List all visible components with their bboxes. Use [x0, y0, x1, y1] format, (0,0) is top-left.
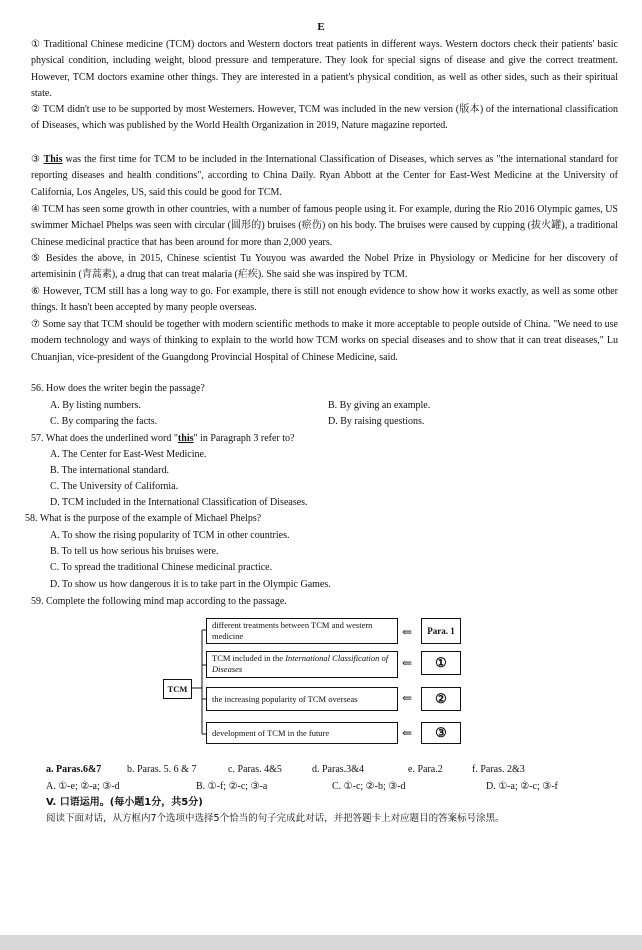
- paragraph-7: ⑦ Some say that TCM should be together with modern scientific methods to make it more acceptable to people outside of China. "We need to use modern technology and ways of thinking to explain to the world how TCM works on special diseases and to show that it can treat diseases," Lu Chuanjian, vice-president of the Guangdong Provincial Hospital of Chinese Medicine, said.: [31, 319, 618, 363]
- paragraph-3-prefix: ③: [31, 154, 44, 165]
- q57-stem-word: this: [177, 433, 194, 444]
- match-option-a: a. Paras.6&7: [46, 764, 102, 775]
- mind-map-label-3: ②: [421, 687, 461, 711]
- q58-option-c: C. To spread the traditional Chinese medicinal practice.: [50, 562, 273, 573]
- arrow-left-icon: ⇐: [402, 691, 413, 705]
- q57-option-d: D. TCM included in the International Classification of Diseases.: [50, 497, 308, 508]
- q56-stem: 56. How does the writer begin the passage?: [31, 383, 205, 394]
- mind-map-row-2-italic: International Classification of Diseases: [212, 653, 389, 674]
- q57-option-b: B. The international standard.: [50, 465, 169, 476]
- q56-option-c: C. By comparing the facts.: [50, 416, 158, 427]
- mind-map-center: TCM: [163, 679, 192, 699]
- q57-stem-post: " in Paragraph 3 refer to?: [193, 433, 295, 444]
- paragraph-1: ① Traditional Chinese medicine (TCM) doctors and Western doctors treat patients in different ways. Western doctors check their patients' basic physical condition, including weight, blood pressure and temperature. They look for special signs of disease and give the correct treatment. However, TCM doctors examine other things. They are interested in a patient's physical condition, as well as other sides, such as their spiritual state.: [31, 39, 618, 100]
- mind-map-row-1: different treatments between TCM and western medicine: [206, 618, 398, 644]
- q58-option-d: D. To show us how dangerous it is to take part in the Olympic Games.: [50, 579, 331, 590]
- paragraph-4: ④ TCM has seen some growth in other countries, with a number of famous people using it. For example, during the Rio 2016 Olympic games, US swimmer Michael Phelps was seen with circular (圆形的) bruises (瘀伤) on his body. The bruises were caused by cupping (拔火罐), a traditional Chinese medicinal practice that has been around for more than 2,000 years.: [31, 204, 618, 248]
- answer-option-c: C. ①-c; ②-b; ③-d: [332, 781, 406, 792]
- q56-option-d: D. By raising questions.: [328, 416, 425, 427]
- arrow-left-icon: ⇐: [402, 625, 413, 639]
- paragraph-5: ⑤ Besides the above, in 2015, Chinese scientist Tu Youyou was awarded the Nobel Prize in Physiology or Medicine for her discovery of artemisinin (青蒿素), a drug that can treat malaria (疟疾). She said she was inspired by TCM.: [31, 253, 618, 281]
- q56-option-a: A. By listing numbers.: [50, 400, 141, 411]
- mind-map-label-1: Para. 1: [421, 618, 461, 644]
- paragraph-3-rest: was the first time for TCM to be included in the International Classification of Diseases, which serves as "the international standard for reporting diseases and health conditions", according to China Daily. Ryan Abbott at the Center for East-West Medicine at the University of California, Los Angeles, US, said this could be good for TCM.: [31, 154, 618, 198]
- q57-stem: [31, 431, 294, 447]
- underlined-this: This: [43, 154, 63, 165]
- q57-option-c: C. The University of California.: [50, 481, 179, 492]
- paragraph-6: ⑥ However, TCM still has a long way to go. For example, there is still not enough evidence to show how it works exactly, as well as some other things. It hasn't been accepted by many people overseas.: [31, 286, 618, 314]
- mind-map-row-4: development of TCM in the future: [206, 722, 398, 744]
- q58-option-b: B. To tell us how serious his bruises were.: [50, 546, 219, 557]
- section-letter: E: [317, 21, 325, 33]
- q56-option-b: B. By giving an example.: [328, 400, 431, 411]
- mind-map-label-4: ③: [421, 722, 461, 744]
- match-option-f: f. Paras. 2&3: [472, 764, 525, 775]
- paragraph-2: ② TCM didn't use to be supported by most Westerners. However, TCM was included in the new version (版本) of the international classification of Diseases, which was published by the World Health Organization in 2019, Nature magazine reported.: [31, 104, 618, 132]
- q58-option-a: A. To show the rising popularity of TCM in other countries.: [50, 530, 290, 541]
- match-option-b: b. Paras. 5. 6 & 7: [127, 764, 197, 775]
- mind-map-label-2: ①: [421, 651, 461, 675]
- arrow-left-icon: ⇐: [402, 726, 413, 740]
- answer-option-b: B. ①-f; ②-c; ③-a: [196, 781, 268, 792]
- match-option-d: d. Paras.3&4: [312, 764, 364, 775]
- answer-option-d: D. ①-a; ②-c; ③-f: [486, 781, 558, 792]
- scan-bottom-edge: [0, 935, 642, 950]
- section-v-instructions: 阅读下面对话，从方框内7个选项中选择5个恰当的句子完成此对话，并把答题卡上对应题目的答案标号涂黑。: [46, 813, 505, 824]
- answer-option-a: A. ①-e; ②-a; ③-d: [46, 781, 120, 792]
- paragraph-3: [31, 152, 618, 201]
- mind-map-row-2-pre: TCM included in the: [212, 653, 286, 663]
- match-option-e: e. Para.2: [408, 764, 443, 775]
- q57-option-a: A. The Center for East-West Medicine.: [50, 449, 207, 460]
- section-v-title: V. 口语运用。(每小题1分，共5分): [46, 797, 203, 808]
- arrow-left-icon: ⇐: [402, 656, 413, 670]
- q59-stem: 59. Complete the following mind map according to the passage.: [31, 596, 287, 607]
- q58-stem: 58. What is the purpose of the example of Michael Phelps?: [25, 513, 262, 524]
- mind-map-row-3: the increasing popularity of TCM overseas: [206, 687, 398, 711]
- mind-map-row-2: [206, 651, 398, 678]
- q57-stem-pre: 57. What does the underlined word ": [31, 433, 178, 444]
- match-option-c: c. Paras. 4&5: [228, 764, 282, 775]
